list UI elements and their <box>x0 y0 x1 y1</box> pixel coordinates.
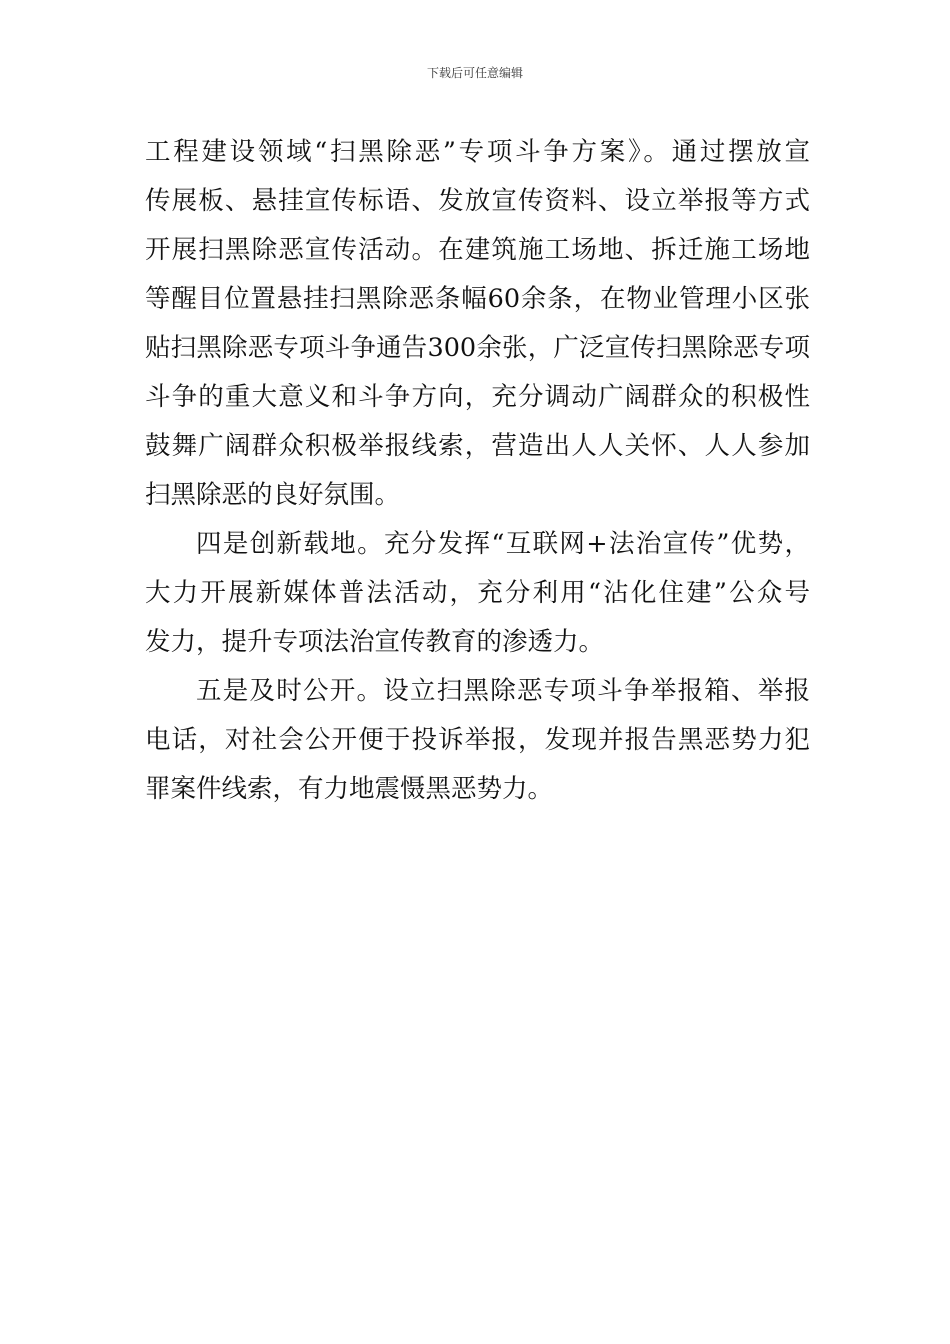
text-line: 鼓舞广阔群众积极举报线索，营造出人人关怀、人人参加 <box>145 431 810 461</box>
text-line: 斗争的重大意义和斗争方向，充分调动广阔群众的积极性 <box>145 382 810 412</box>
paragraph-start-line: 四是创新载地。充分发挥“互联网+法治宣传”优势， <box>196 529 810 559</box>
text-line: 开展扫黑除恶宣传活动。在建筑施工场地、拆迁施工场地 <box>145 235 810 265</box>
text-line: 等醒目位置悬挂扫黑除恶条幅60余条，在物业管理小区张 <box>145 284 810 314</box>
header-note: 下载后可任意编辑 <box>426 66 523 80</box>
text-line: 罪案件线索，有力地震慑黑恶势力。 <box>145 774 554 804</box>
text-line: 扫黑除恶的良好氛围。 <box>145 480 401 510</box>
text-line: 传展板、悬挂宣传标语、发放宣传资料、设立举报等方式 <box>145 186 810 216</box>
text-line: 工程建设领域“扫黑除恶”专项斗争方案》。通过摆放宣 <box>145 137 810 167</box>
text-line: 大力开展新媒体普法活动，充分利用“沾化住建”公众号 <box>145 578 810 608</box>
document-body <box>145 128 810 814</box>
text-line: 电话，对社会公开便于投诉举报，发现并报告黑恶势力犯 <box>145 725 810 755</box>
paragraph-start-line: 五是及时公开。设立扫黑除恶专项斗争举报箱、举报 <box>196 676 810 706</box>
text-line: 发力，提升专项法治宣传教育的渗透力。 <box>145 627 605 657</box>
text-line: 贴扫黑除恶专项斗争通告300余张，广泛宣传扫黑除恶专项 <box>145 333 810 363</box>
